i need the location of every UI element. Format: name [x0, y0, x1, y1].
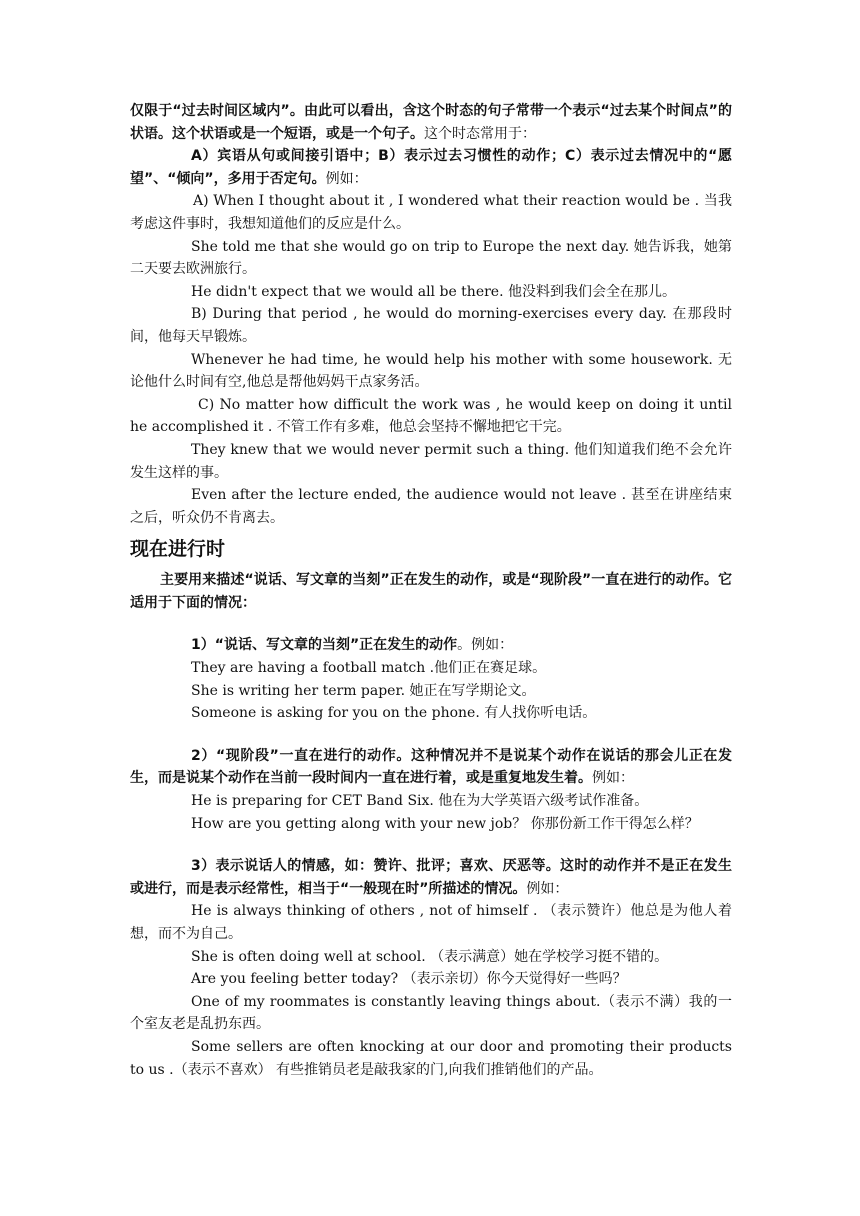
section1-uses: [130, 145, 732, 190]
example-paragraph: She told me that she would go on trip to Europe the next day. 她告诉我，她第二天要去欧洲旅行。: [130, 238, 732, 278]
example-line: He is preparing for CET Band Six. 他在为大学英语六级考试作准备。: [191, 793, 649, 810]
item1-label: [130, 634, 732, 657]
intro-plain-text: 这个时态常用于：: [424, 125, 536, 142]
item2-label: [130, 745, 732, 790]
uses-bold-text: A）宾语从句或间接引语中；B）表示过去习惯性的动作；C）表示过去情况中的“愿望”、“倾向”，多用于否定句。: [130, 148, 732, 187]
item1-label-plain: 。例如：: [457, 637, 514, 654]
example-paragraph: Even after the lecture ended, the audience would not leave . 甚至在讲座结束之后，听众仍不肯离去。: [130, 487, 732, 526]
example-line: Someone is asking for you on the phone. 有人找你听电话。: [191, 705, 597, 722]
example-paragraph: Some sellers are often knocking at our door and promoting their products to us .（表示不喜欢） 有些推销员老是敲我家的门,向我们推销他们的产品。: [130, 1038, 732, 1078]
item3-label-plain: 例如：: [526, 880, 569, 897]
example-paragraph: One of my roommates is constantly leaving things about.（表示不满）我的一个室友老是乱扔东西。: [130, 993, 732, 1033]
example-paragraph: C) No matter how difficult the work was , he would keep on doing it until he accomplished it . 不管工作有多难，他总会坚持不懈地把它干完。: [130, 396, 732, 436]
document-page: [130, 100, 732, 1081]
example-paragraph: She is often doing well at school. （表示满意）她在学校学习挺不错的。: [191, 948, 669, 965]
item1-label-bold: 1）“说话、写文章的当刻”正在发生的动作: [191, 637, 458, 654]
example-line: They are having a football match .他们正在赛足球。: [191, 660, 547, 677]
section2-intro: 主要用来描述“说话、写文章的当刻”正在发生的动作，或是“现阶段”一直在进行的动作。它适用于下面的情况：: [130, 572, 732, 611]
example-line: She is writing her term paper. 她正在写学期论文。: [191, 682, 536, 699]
spacer: [130, 835, 732, 855]
example-paragraph: Whenever he had time, he would help his mother with some housework. 无论他什么时间有空,他总是帮他妈妈干点家务活。: [130, 351, 732, 391]
section-heading: 现在进行时: [130, 538, 226, 561]
example-paragraph: Are you feeling better today? （表示亲切）你今天觉得好一些吗？: [191, 971, 627, 988]
item2-label-plain: 例如：: [592, 770, 634, 787]
section1-intro: [130, 100, 732, 145]
example-line: How are you getting along with your new job？ 你那份新工作干得怎么样？: [191, 815, 699, 832]
spacer: [130, 614, 732, 634]
item3-label: [130, 855, 732, 900]
example-paragraph: He didn't expect that we would all be there. 他没料到我们会全在那儿。: [191, 283, 676, 300]
spacer: [130, 725, 732, 745]
uses-plain-text: 例如：: [325, 170, 368, 187]
example-paragraph: B) During that period , he would do morning-exercises every day. 在那段时间，他每天早锻炼。: [130, 306, 732, 345]
item3-label-bold: 3）表示说话人的情感，如：赞许、批评；喜欢、厌恶等。这时的动作并不是正在发生或进行，而是表示经常性，相当于“一般现在时”所描述的情况。: [130, 858, 732, 897]
example-paragraph: A) When I thought about it , I wondered what their reaction would be . 当我考虑这件事时，我想知道他们的反应是什么。: [130, 193, 732, 232]
example-paragraph: He is always thinking of others , not of himself . （表示赞许）他总是为他人着想，而不为自己。: [130, 903, 732, 942]
item2-label-bold: 2）“现阶段”一直在进行的动作。这种情况并不是说某个动作在说话的那会儿正在发生，而是说某个动作在当前一段时间内一直在进行着，或是重复地发生着。: [130, 747, 732, 787]
example-paragraph: They knew that we would never permit such a thing. 他们知道我们绝不会允许发生这样的事。: [130, 441, 732, 481]
intro-bold-text: 仅限于“过去时间区域内”。由此可以看出，含这个时态的句子常带一个表示“过去某个时间点”的状语。这个状语或是一个短语，或是一个句子。: [130, 103, 732, 142]
